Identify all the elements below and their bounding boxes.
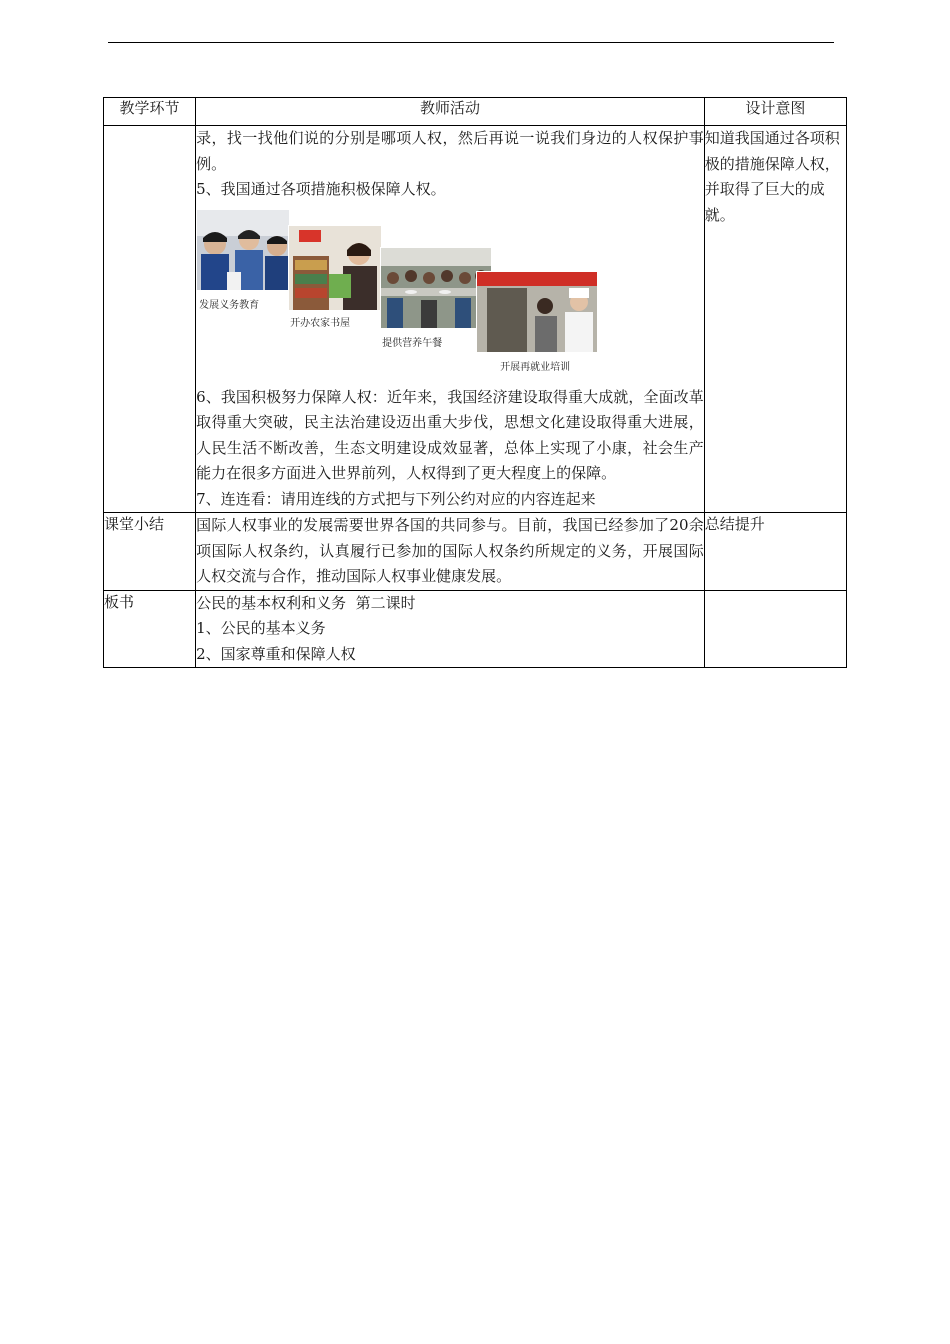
table-header-row	[104, 98, 847, 126]
caption-training: 开展再就业培训	[500, 361, 571, 373]
header-teaching-stage: 教学环节	[104, 98, 196, 126]
education-photo	[196, 209, 290, 291]
photo-collage	[196, 209, 616, 381]
stage-cell-empty	[104, 126, 196, 513]
summary-row	[104, 513, 847, 591]
table-row	[104, 126, 847, 513]
activity-text-6: 6、我国积极努力保障人权：近年来，我国经济建设取得重大成就，全面改革取得重大突破，民主法治建设迈出重大步伐，思想文化建设取得重大进展，人民生活不断改善，生态文明建设成效显著，总体上实现了小康，社会生产能力在很多方面进入世界前列，人权得到了更大程度上的保障。	[196, 387, 704, 482]
activity-text-7: 7、连连看：请用连线的方式把与下列公约对应的内容连起来	[196, 489, 596, 508]
board-line-2: 1、公民的基本义务	[196, 619, 326, 637]
caption-education: 发展义务教育	[199, 299, 260, 311]
board-label: 板书	[104, 590, 196, 668]
board-row	[104, 590, 847, 668]
activity-text-4: 录，找一找他们说的分别是哪项人权，然后再说一说我们身边的人权保护事例。	[196, 129, 704, 173]
caption-library: 开办农家书屋	[290, 317, 351, 329]
board-content-cell	[196, 590, 705, 668]
summary-text: 国际人权事业的发展需要世界各国的共同参与。目前，我国已经参加了20余项国际人权条约，认真履行已参加的国际人权条约所规定的义务，开展国际人权交流与合作，推动国际人权事业健康发展。	[196, 513, 705, 591]
board-line-1: 公民的基本权利和义务 第二课时	[196, 593, 416, 612]
design-intent-cell	[704, 126, 846, 513]
header-teacher-activity: 教师活动	[196, 98, 705, 126]
header-rule	[108, 42, 834, 43]
teacher-activity-cell	[196, 126, 705, 513]
training-photo	[476, 271, 598, 353]
library-photo	[288, 225, 382, 311]
summary-intent: 总结提升	[704, 513, 846, 591]
activity-text-5: 5、我国通过各项措施积极保障人权。	[196, 180, 446, 198]
header-design-intent: 设计意图	[704, 98, 846, 126]
lesson-plan-table	[103, 97, 847, 668]
board-line-3: 2、国家尊重和保障人权	[196, 644, 356, 663]
design-intent-text: 知道我国通过各项积极的措施保障人权，并取得了巨大的成就。	[704, 129, 840, 224]
summary-label: 课堂小结	[104, 513, 196, 591]
board-intent-empty	[704, 590, 846, 668]
caption-lunch: 提供营养午餐	[382, 337, 443, 349]
